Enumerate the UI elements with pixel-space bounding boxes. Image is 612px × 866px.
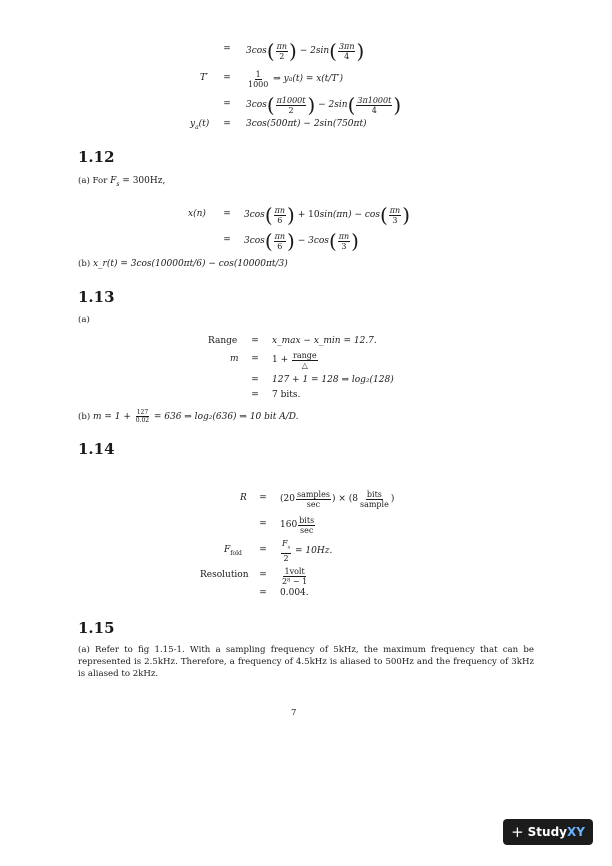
s113-a-label: (a)	[78, 315, 90, 325]
s113-line3: = 127 + 1 = 128 ⇒ log₂(128)	[251, 375, 394, 385]
page-number: 7	[291, 708, 297, 718]
logo-xy-text: XY	[566, 825, 585, 839]
heading-1-15: 1.15	[78, 619, 115, 637]
eq-top-2: T′ = $\frac{1}{1000}$ ⇒ y a (t) = x(t/T′)	[200, 69, 344, 89]
s114-ffold: $F_{fold}$ = $\frac{F_s}{2}$ = 10Hz.	[224, 539, 333, 563]
s113-b-line: (b) m = 1 + $\frac{127}{0.02}$ = 636 ⇒ log₂(636) ⇒ 10 bit A/D.	[78, 409, 299, 424]
s114-line2: = 160 $\frac{\text{bits}}{\sec}$	[259, 515, 315, 535]
s114-resolution: Resolution = $\frac{\text{1volt}}{\text{2⁸ − 1}}$	[200, 566, 308, 586]
s113-range: Range = x_max − x_min = 12.7.	[208, 336, 377, 346]
s112-eq1: x(n) = 3cos ( $\frac{\pi n}{6}$ ) + 10 sin(πn) − cos ( $\frac{\pi n}{3}$ )	[188, 203, 410, 227]
eq-top-3: = 3cos ( $\frac{\pi 1000t}{2}$ ) − 2sin ( $\frac{3\pi 1000t}{4}$ )	[223, 93, 402, 117]
s114-R: R = (20 $\frac{\text{samples}}{\sec}$ ) × (8 $\frac{\text{bits}}{\text{sample}}$ )	[240, 489, 395, 509]
s112-eq2: = 3cos ( $\frac{\pi n}{6}$ ) − 3cos ( $\frac{\pi n}{3}$ )	[223, 229, 359, 253]
plus-icon: +	[511, 823, 524, 841]
s113-m: m = 1 + $\frac{\text{range}}{\triangle}$	[230, 350, 317, 370]
heading-1-12: 1.12	[78, 148, 115, 166]
heading-1-13: 1.13	[78, 288, 115, 306]
logo-study-text: Study	[527, 825, 567, 839]
s114-res-value: = 0.004.	[259, 588, 309, 598]
s112-a-line: (a) For $F_s = 300Hz$,	[78, 176, 166, 188]
s115-paragraph: (a) Refer to fig 1.15-1. With a sampling frequency of 5kHz, the maximum frequency that can be represented is 2.5kHz. Therefore, a frequency of 4.5kHz is aliased to 500Hz and the frequency of 3kHz is aliased to 2kHz.	[78, 645, 534, 679]
s113-line4: = 7 bits.	[251, 390, 301, 400]
eq-top-1: = 3cos ( $\frac{\pi n}{2}$ ) − 2sin ( $\frac{3\pi n}{4}$ )	[223, 39, 365, 63]
heading-1-14: 1.14	[78, 440, 115, 458]
s112-b-line: (b) x_r(t) = 3cos(10000πt/6) − cos(10000πt/3)	[78, 259, 288, 269]
eq-top-4: $y_a(t)$ = 3cos(500πt) − 2sin(750πt)	[190, 119, 367, 131]
studyxy-logo	[503, 819, 593, 845]
